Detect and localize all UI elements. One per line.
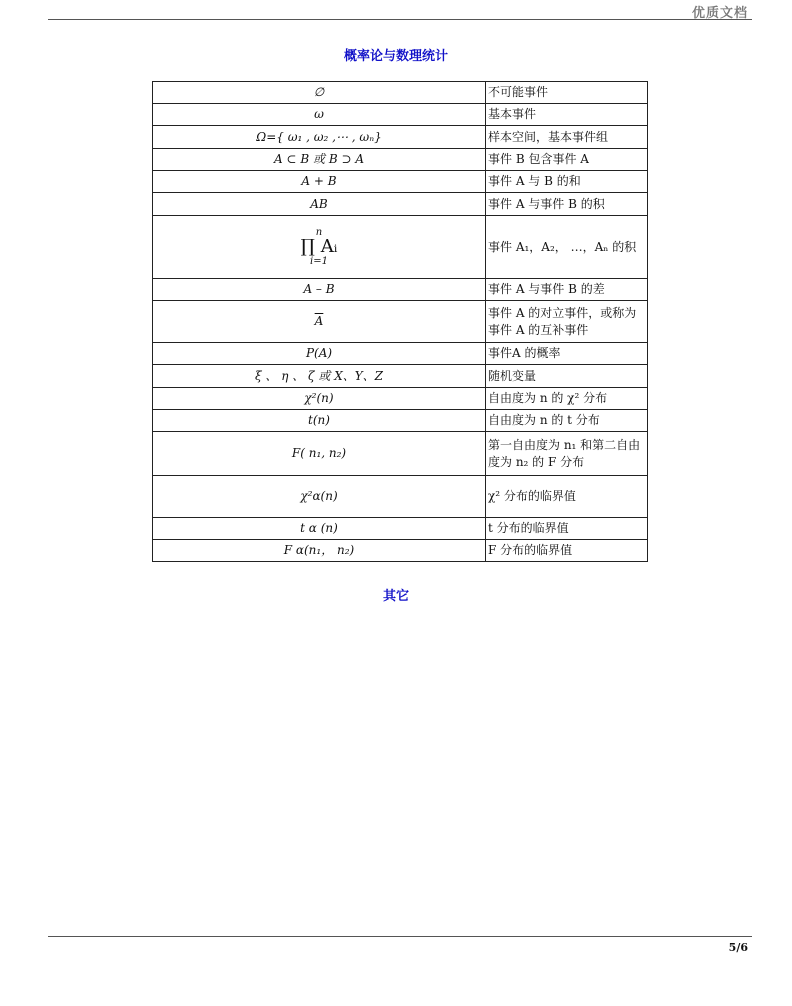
meaning-cell: 基本事件 [486, 104, 648, 126]
table-row [153, 171, 648, 193]
meaning-cell: 样本空间，基本事件组 [486, 126, 648, 149]
meaning-cell: 自由度为 n 的 t 分布 [486, 410, 648, 432]
meaning-cell: 事件 A 与 B 的和 [486, 171, 648, 193]
meaning-cell: χ² 分布的临界值 [486, 476, 648, 518]
table-row [153, 216, 648, 279]
symbol-cell: AB [153, 193, 486, 216]
symbol-cell [153, 301, 486, 343]
symbol-table [152, 81, 648, 562]
meaning-cell: 第一自由度为 n₁ 和第二自由度为 n₂ 的 F 分布 [486, 432, 648, 476]
table-row [153, 82, 648, 104]
symbol-cell: A ⊂ B 或 B ⊃ A [153, 149, 486, 171]
table-row [153, 279, 648, 301]
symbol-cell: χ²(n) [153, 388, 486, 410]
complement-symbol: $\overline{A}$ [314, 314, 324, 328]
table-row [153, 432, 648, 476]
table-row [153, 301, 648, 343]
product-lower-limit: i=1 [310, 256, 328, 267]
table-row [153, 365, 648, 388]
symbol-cell: A – B [153, 279, 486, 301]
product-symbol: ∏ Aᵢ [300, 236, 338, 257]
footer-rule [48, 936, 752, 937]
symbol-cell: Ω={ ω₁ , ω₂ ,⋯ , ωₙ} [153, 126, 486, 149]
table-row [153, 540, 648, 562]
table-row [153, 343, 648, 365]
meaning-cell: 事件 A 与事件 B 的差 [486, 279, 648, 301]
meaning-cell: 事件 A₁，A₂， …，Aₙ 的积 [486, 216, 648, 279]
symbol-cell: t(n) [153, 410, 486, 432]
meaning-cell: 事件A 的概率 [486, 343, 648, 365]
meaning-cell: 事件 A 的对立事件，或称为事件 A 的互补事件 [486, 301, 648, 343]
page-title: 概率论与数理统计 [343, 49, 448, 64]
meaning-cell: 随机变量 [486, 365, 648, 388]
table-row [153, 476, 648, 518]
table-row [153, 518, 648, 540]
symbol-cell [153, 216, 486, 279]
table-row [153, 410, 648, 432]
product-notation [301, 227, 338, 267]
meaning-cell: F 分布的临界值 [486, 540, 648, 562]
symbol-cell: χ²α(n) [153, 476, 486, 518]
table-row [153, 388, 648, 410]
meaning-cell: 事件 B 包含事件 A [486, 149, 648, 171]
symbol-cell: ∅ [153, 82, 486, 104]
meaning-cell: 不可能事件 [486, 82, 648, 104]
symbol-cell: F α(n₁， n₂) [153, 540, 486, 562]
meaning-cell: 自由度为 n 的 χ² 分布 [486, 388, 648, 410]
table-row [153, 104, 648, 126]
table-row [153, 126, 648, 149]
table-row [153, 193, 648, 216]
meaning-cell: t 分布的临界值 [486, 518, 648, 540]
symbol-cell: F( n₁, n₂) [153, 432, 486, 476]
symbol-cell: t α (n) [153, 518, 486, 540]
symbol-cell: A + B [153, 171, 486, 193]
symbol-cell: ξ 、 η 、 ζ 或 X、Y、Z [153, 365, 486, 388]
symbol-cell: P(A) [153, 343, 486, 365]
section-title-other: 其它 [382, 589, 409, 604]
page-number: 5/6 [728, 941, 748, 954]
table-row [153, 149, 648, 171]
header-brand: 优质文档 [691, 6, 748, 21]
product-upper-limit: n [315, 227, 323, 238]
symbol-cell: ω [153, 104, 486, 126]
meaning-cell: 事件 A 与事件 B 的积 [486, 193, 648, 216]
header-rule [48, 19, 752, 20]
